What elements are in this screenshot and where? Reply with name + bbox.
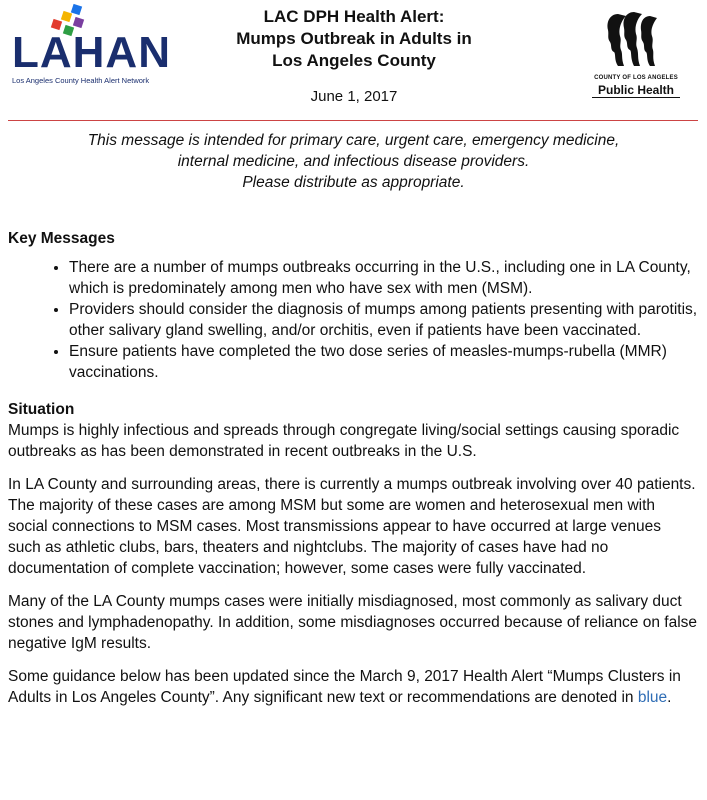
public-health-county: COUNTY OF LOS ANGELES: [594, 75, 678, 81]
situation-paragraph-4: [8, 666, 698, 708]
intended-audience-notice: [20, 130, 687, 193]
alert-title-line: LAC DPH Health Alert:: [263, 7, 445, 26]
paragraph-text: Some guidance below has been updated since the March 9, 2017 Health Alert “Mumps Clusters in Adults in Los Angeles County”. Any significant new text or recommendations are denoted in: [8, 668, 681, 706]
paragraph-end: .: [667, 689, 672, 706]
lahan-logo-subtitle: Los Angeles County Health Alert Network: [12, 76, 150, 85]
blue-highlight-text: blue: [637, 689, 668, 706]
notice-line: internal medicine, and infectious disease providers.: [177, 153, 530, 170]
alert-title-line: Los Angeles County: [272, 51, 436, 70]
lahan-logo-text: LAHAN: [12, 28, 171, 77]
list-item: • Providers should consider the diagnosis of mumps among patients presenting with parotitis, other salivary gland swelling, and/or orchitis, even if patients have been vaccinated.: [69, 299, 698, 341]
alert-title-line: Mumps Outbreak in Adults in: [236, 29, 472, 48]
situation-heading: Situation: [8, 401, 75, 418]
public-health-logo: [588, 8, 684, 104]
key-messages-list: [8, 257, 698, 383]
logo-square-blue: [71, 4, 82, 15]
profile-silhouettes-icon: [588, 8, 684, 74]
key-messages-heading: Key Messages: [8, 230, 115, 247]
alert-date: June 1, 2017: [310, 88, 398, 105]
public-health-title: Public Health: [592, 83, 680, 98]
situation-paragraph-1: Mumps is highly infectious and spreads through congregate living/social settings causing sporadic outbreaks as has been demonstrated in recent outbreaks in the U.S.: [8, 422, 680, 460]
lahan-logo: [8, 2, 188, 85]
list-item: • There are a number of mumps outbreaks occurring in the U.S., including one in LA County, which is predominately among men who have sex with men (MSM).: [69, 257, 698, 299]
situation-paragraph-3: Many of the LA County mumps cases were initially misdiagnosed, most commonly as salivary duct stones and lymphadenopathy. In addition, some misdiagnoses occurred because of reliance on false negative IgM results.: [8, 593, 698, 652]
logo-square-purple: [73, 17, 84, 28]
alert-title: [205, 6, 503, 72]
header-divider: [8, 120, 698, 121]
notice-line: Please distribute as appropriate.: [242, 174, 465, 191]
notice-line: This message is intended for primary care, urgent care, emergency medicine,: [87, 132, 620, 149]
list-item: • Ensure patients have completed the two dose series of measles-mumps-rubella (MMR) vaccinations.: [69, 341, 698, 383]
situation-paragraph-2: In LA County and surrounding areas, there is currently a mumps outbreak involving over 40 patients. The majority of these cases are among MSM but some are women and heterosexual men with social connections to MSM cases. Most transmissions appear to have occurred at large venues such as athletic clubs, bars, theaters and nightclubs. The majority of cases have had no documentation of complete vaccination; however, some cases were fully vaccinated.: [8, 476, 696, 577]
alert-header: [0, 0, 707, 122]
alert-body: [8, 228, 698, 708]
